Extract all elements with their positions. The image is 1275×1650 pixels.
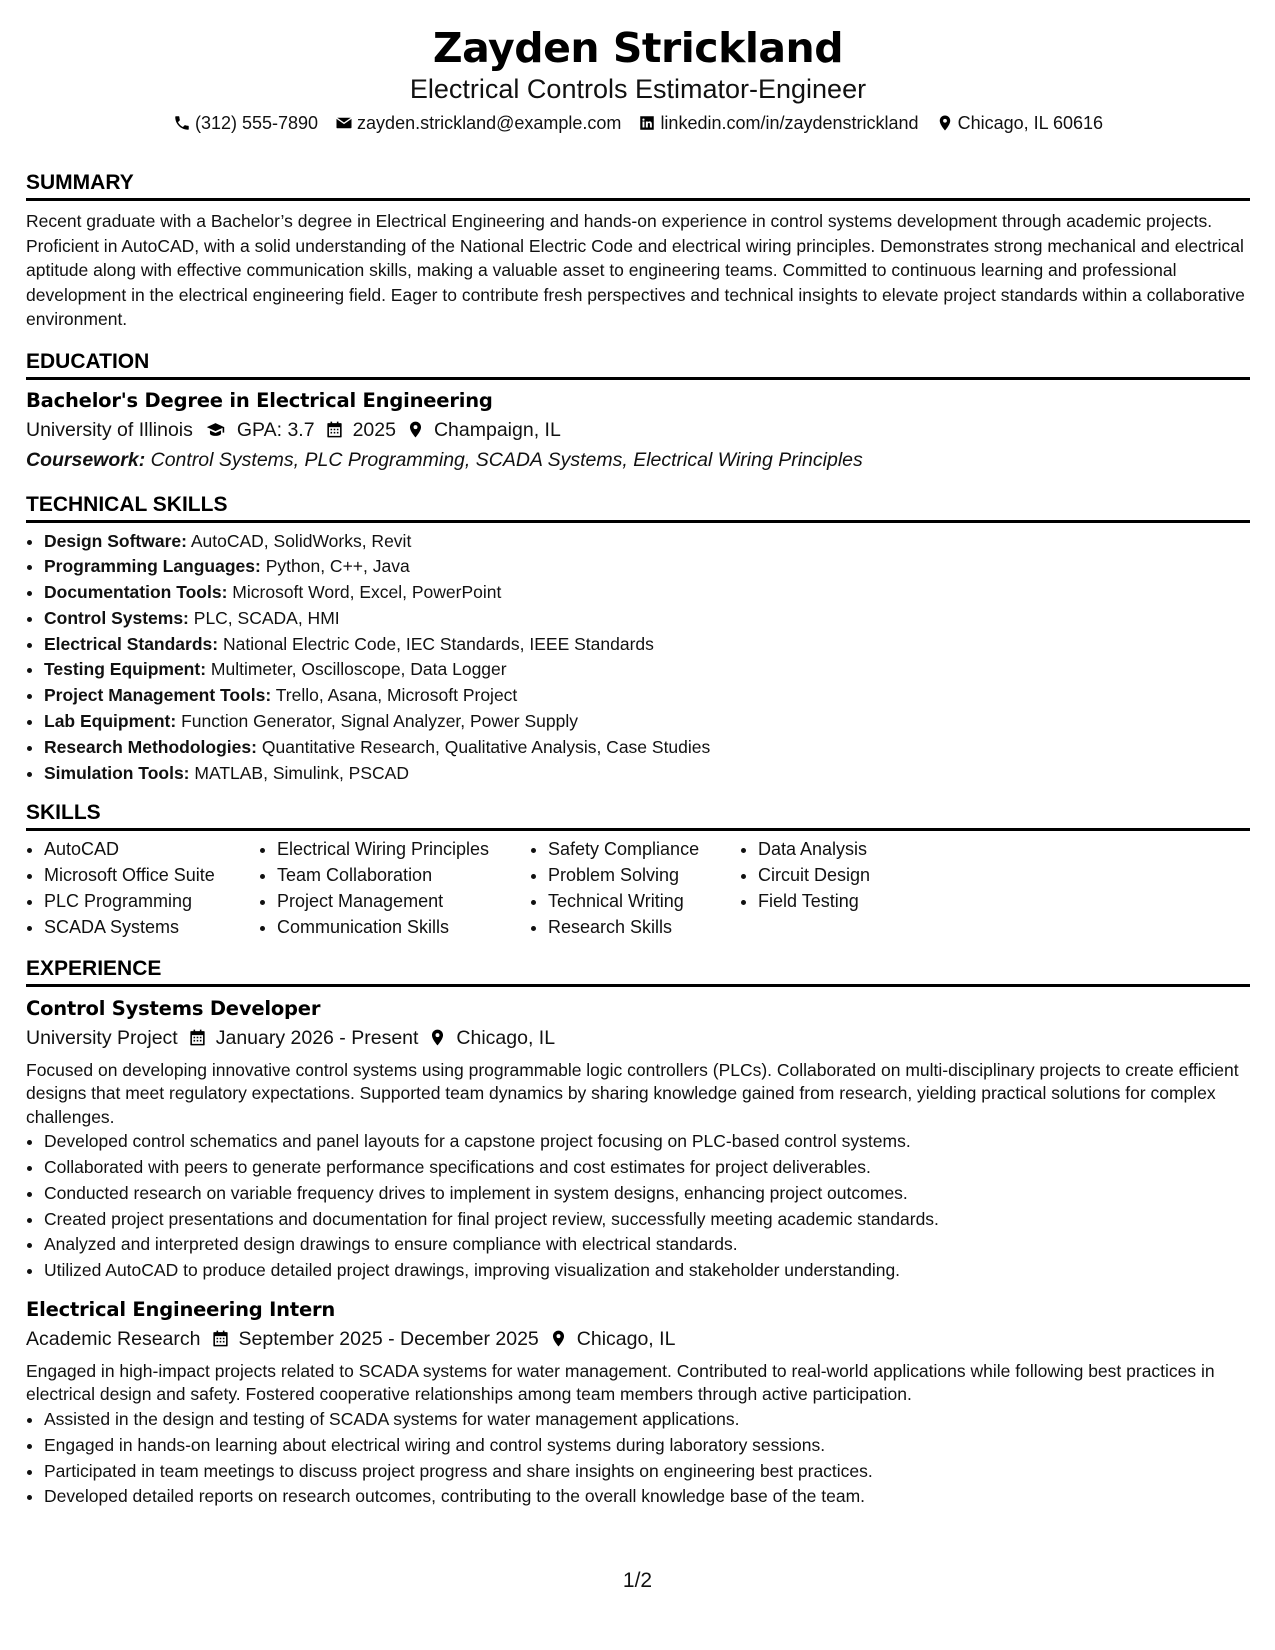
job-location: Chicago, IL <box>576 1327 676 1350</box>
envelope-icon <box>335 114 353 132</box>
job-description: Focused on developing innovative control systems using programmable logic controllers (PLCs). Collaborated on multi-disciplinary projects to create efficient designs that meet regulatory expectations. Supported team dynamics by sharing knowledge gained from research, yielding practical solutions for complex challenges. <box>26 1059 1239 1127</box>
list-item <box>44 761 1250 787</box>
contact-email[interactable] <box>335 110 621 136</box>
job-bullets <box>26 1129 1250 1284</box>
skill-category: Control Systems: <box>44 607 189 628</box>
skill-values: Trello, Asana, Microsoft Project <box>275 685 518 706</box>
list-item: • Conducted research on variable frequency drives to implement in system designs, enhancing project outcomes. <box>44 1181 1250 1207</box>
graduation-cap-icon <box>203 420 228 439</box>
skills-grid <box>26 837 1250 940</box>
experience-entry <box>26 1296 1250 1510</box>
map-pin-icon <box>549 1329 568 1348</box>
list-item: • Technical Writing <box>548 889 740 915</box>
skill-values: Multimeter, Oscilloscope, Data Logger <box>210 659 507 680</box>
list-item <box>44 709 1250 735</box>
job-title: Control Systems Developer <box>26 996 321 1020</box>
list-item: • Data Analysis <box>758 837 958 863</box>
gpa-item <box>203 415 315 445</box>
skill-values: AutoCAD, SolidWorks, Revit <box>190 530 412 551</box>
coursework-line <box>26 445 1250 475</box>
linkedin-icon <box>638 114 656 132</box>
skills-column <box>26 837 259 940</box>
list-item: • Electrical Wiring Principles <box>277 837 530 863</box>
education-entry <box>26 387 1250 475</box>
job-org: Academic Research <box>26 1327 201 1350</box>
education-section <box>26 349 1250 475</box>
list-item <box>44 657 1250 683</box>
skills-column <box>530 837 740 940</box>
list-item: • Assisted in the design and testing of SCADA systems for water management applications. <box>44 1407 1250 1433</box>
calendar-icon <box>325 420 344 439</box>
phone-icon <box>173 114 191 132</box>
list-item: • Research Skills <box>548 915 740 941</box>
list-item <box>44 606 1250 632</box>
list-item: • Participated in team meetings to discuss project progress and share insights on engineering best practices. <box>44 1459 1250 1485</box>
contact-linkedin[interactable] <box>638 110 918 136</box>
skill-category: Electrical Standards: <box>44 633 219 654</box>
list-item: • Safety Compliance <box>548 837 740 863</box>
list-item <box>44 554 1250 580</box>
candidate-title: Electrical Controls Estimator-Engineer <box>409 74 867 104</box>
job-bullets <box>26 1407 1250 1510</box>
school-name: University of Illinois <box>26 418 193 441</box>
list-item: • Developed control schematics and panel layouts for a capstone project focusing on PLC-based control systems. <box>44 1129 1250 1155</box>
skill-category: Project Management Tools: <box>44 685 272 706</box>
summary-section <box>26 170 1250 332</box>
resume-header <box>26 22 1250 136</box>
job-location: Chicago, IL <box>456 1026 556 1049</box>
skill-category: Testing Equipment: <box>44 659 207 680</box>
skill-category: Research Methodologies: <box>44 736 257 757</box>
job-org: University Project <box>26 1026 178 1049</box>
skill-category: Simulation Tools: <box>44 762 190 783</box>
skill-values: Quantitative Research, Qualitative Analysis, Case Studies <box>261 736 711 757</box>
linkedin-link[interactable]: linkedin.com/in/zaydenstrickland <box>660 113 919 133</box>
list-item: • Developed detailed reports on research outcomes, contributing to the overall knowledge base of the team. <box>44 1484 1250 1510</box>
degree-title: Bachelor's Degree in Electrical Engineering <box>26 388 493 412</box>
job-meta <box>26 1324 1250 1354</box>
phone-text: (312) 555-7890 <box>194 113 319 133</box>
email-link[interactable]: zayden.strickland@example.com <box>357 113 622 133</box>
job-location-item <box>549 1324 676 1354</box>
section-heading: TECHNICAL SKILLS <box>26 492 1250 523</box>
skills-column <box>740 837 958 940</box>
list-item <box>44 735 1250 761</box>
list-item <box>44 529 1250 555</box>
list-item: • PLC Programming <box>44 889 259 915</box>
list-item: • Analyzed and interpreted design drawings to ensure compliance with electrical standards. <box>44 1232 1250 1258</box>
summary-text: Recent graduate with a Bachelor’s degree in Electrical Engineering and hands-on experience in control systems development through academic projects. Proficient in AutoCAD, with a solid understanding of the National Electric Code and electrical wiring principles. Demonstrates strong mechanical and electrical aptitude along with effective communication skills, making a valuable asset to engineering teams. Committed to continuous learning and professional development in the electrical engineering field. Eager to contribute fresh perspectives and technical insights to elevate project standards within a collaborative environment. <box>26 211 1245 329</box>
contact-phone <box>173 110 318 136</box>
section-heading: EXPERIENCE <box>26 956 1250 987</box>
edu-location-item <box>406 415 561 445</box>
experience-entry <box>26 995 1250 1284</box>
section-heading: SKILLS <box>26 800 1250 831</box>
education-meta <box>26 415 1250 445</box>
job-dates: September 2025 - December 2025 <box>238 1327 539 1350</box>
edu-location-text: Champaign, IL <box>433 418 561 441</box>
coursework-label: Coursework: <box>26 448 146 471</box>
list-item <box>44 683 1250 709</box>
calendar-icon <box>211 1329 230 1348</box>
coursework-list: Control Systems, PLC Programming, SCADA Systems, Electrical Wiring Principles <box>150 448 863 471</box>
section-heading: EDUCATION <box>26 349 1250 380</box>
skill-values: MATLAB, Simulink, PSCAD <box>194 762 409 783</box>
page-number: 1/2 <box>622 1569 653 1592</box>
skill-values: Microsoft Word, Excel, PowerPoint <box>232 582 502 603</box>
map-pin-icon <box>428 1028 447 1047</box>
list-item <box>44 580 1250 606</box>
skill-values: National Electric Code, IEC Standards, IEEE Standards <box>222 633 654 654</box>
skill-values: Python, C++, Java <box>265 556 410 577</box>
list-item: • Communication Skills <box>277 915 530 941</box>
gpa-text: GPA: 3.7 <box>236 418 315 441</box>
list-item: • Engaged in hands-on learning about electrical wiring and control systems during laboratory sessions. <box>44 1433 1250 1459</box>
map-pin-icon <box>936 114 954 132</box>
list-item: • Problem Solving <box>548 863 740 889</box>
year-item <box>325 415 396 445</box>
job-location-item <box>428 1023 555 1053</box>
list-item: • Microsoft Office Suite <box>44 863 259 889</box>
resume-page <box>26 22 1250 1510</box>
technical-skills-list <box>26 529 1250 787</box>
experience-section <box>26 956 1250 1510</box>
skill-category: Programming Languages: <box>44 556 261 577</box>
list-item: • Team Collaboration <box>277 863 530 889</box>
section-heading: SUMMARY <box>26 170 1250 201</box>
list-item: • AutoCAD <box>44 837 259 863</box>
job-dates-item <box>188 1023 419 1053</box>
list-item: • SCADA Systems <box>44 915 259 941</box>
job-dates-item <box>211 1324 539 1354</box>
skill-values: Function Generator, Signal Analyzer, Power Supply <box>181 711 578 732</box>
candidate-name: Zayden Strickland <box>432 24 844 72</box>
list-item: • Collaborated with peers to generate performance specifications and cost estimates for project deliverables. <box>44 1155 1250 1181</box>
list-item: • Utilized AutoCAD to produce detailed project drawings, improving visualization and stakeholder understanding. <box>44 1258 1250 1284</box>
job-dates: January 2026 - Present <box>215 1026 419 1049</box>
year-text: 2025 <box>352 418 396 441</box>
list-item: • Created project presentations and documentation for final project review, successfully meeting academic standards. <box>44 1207 1250 1233</box>
map-pin-icon <box>406 420 425 439</box>
skill-values: PLC, SCADA, HMI <box>193 607 340 628</box>
list-item: • Project Management <box>277 889 530 915</box>
location-text: Chicago, IL 60616 <box>957 113 1104 133</box>
list-item: • Field Testing <box>758 889 958 915</box>
job-title: Electrical Engineering Intern <box>26 1297 336 1321</box>
contact-line <box>26 110 1250 136</box>
list-item: • Circuit Design <box>758 863 958 889</box>
job-description: Engaged in high-impact projects related to SCADA systems for water management. Contributed to real-world applications while following best practices in electrical design and safety. Fostered cooperative relationships among team members through active participation. <box>26 1360 1215 1405</box>
contact-location <box>936 110 1103 136</box>
skills-section <box>26 800 1250 940</box>
calendar-icon <box>188 1028 207 1047</box>
technical-skills-section <box>26 492 1250 787</box>
skill-category: Documentation Tools: <box>44 582 228 603</box>
skills-column <box>259 837 530 940</box>
list-item <box>44 632 1250 658</box>
skill-category: Design Software: <box>44 530 187 551</box>
skill-category: Lab Equipment: <box>44 711 177 732</box>
job-meta <box>26 1023 1250 1053</box>
